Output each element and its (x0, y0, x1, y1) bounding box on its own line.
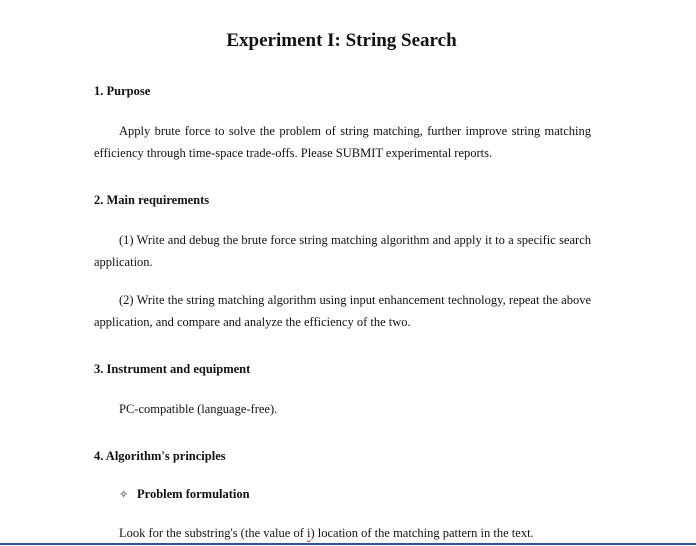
section-heading-equipment: 3. Instrument and equipment (94, 362, 251, 376)
document-title: Experiment I: String Search (226, 30, 457, 51)
problem-statement-before: Look for the substring's (the value of (119, 526, 307, 540)
requirement-paragraph-2: (2) Write the string matching algorithm using input enhancement technology, repeat the above application, and compare and analyze the efficiency of the two. (94, 293, 591, 329)
spellcheck-flagged-word: i (306, 526, 311, 540)
section-heading-requirements: 2. Main requirements (94, 193, 210, 207)
page-bottom-rule (0, 543, 696, 545)
requirement-paragraph-1: (1) Write and debug the brute force string matching algorithm and apply it to a specific search application. (94, 233, 591, 269)
problem-statement-after: ) location of the matching pattern in the text. (310, 526, 534, 540)
equipment-paragraph: PC-compatible (language-free). (119, 402, 278, 416)
subheading-problem-formulation (119, 485, 250, 504)
section-heading-principles: 4. Algorithm's principles (94, 449, 226, 463)
problem-statement-line (119, 523, 534, 543)
diamond-bullet-icon: ✧ (119, 488, 129, 501)
subheading-label: Problem formulation (137, 487, 250, 501)
section-heading-purpose: 1. Purpose (94, 84, 151, 98)
purpose-paragraph: Apply brute force to solve the problem of string matching, further improve string matching efficiency through time-space trade-offs. Please SUBMIT experimental reports. (94, 124, 591, 160)
